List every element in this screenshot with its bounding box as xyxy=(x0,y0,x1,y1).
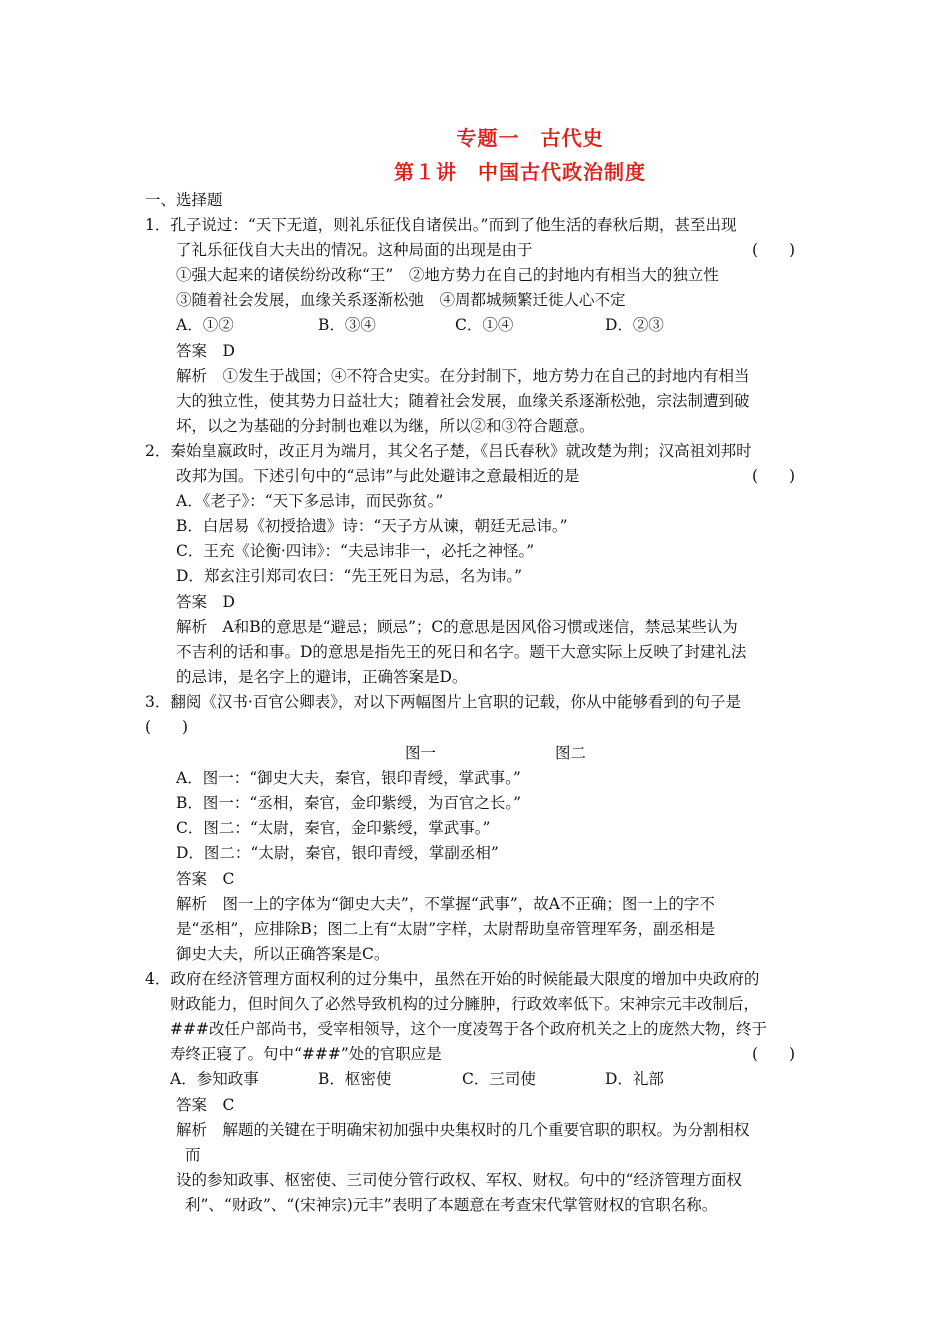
q3-answer-blank: ( ) xyxy=(145,718,189,736)
q2-option-b: B．白居易《初授拾遗》诗：“天子方从谏，朝廷无忌讳。” xyxy=(176,517,568,535)
q2-line-2: 改邦为国。下述引句中的“忌讳”与此处避讳之意最相近的是 xyxy=(176,467,580,485)
q4-line-3: ###改任户部尚书，受宰相领导，这个一度凌驾于各个政府机关之上的庞然大物，终于 xyxy=(170,1020,767,1038)
q2-analysis-3: 的忌讳，是名字上的避讳，正确答案是D。 xyxy=(176,668,468,686)
q1-answer: 答案 D xyxy=(176,342,235,360)
q2-option-a: A．《老子》：“天下多忌讳，而民弥贫。” xyxy=(176,492,444,510)
q1-option-b: B．③④ xyxy=(318,316,376,334)
q1-option-a: A．①② xyxy=(176,316,234,334)
q1-option-c: C．①④ xyxy=(455,316,514,334)
q2-option-d: D．郑玄注引郑司农曰：“先王死日为忌，名为讳。” xyxy=(176,567,523,585)
q1-analysis-1: 解析 ①发生于战国；④不符合史实。在分封制下，地方势力在自己的封地内有相当 xyxy=(176,367,750,385)
q4-analysis-2: 设的参知政事、枢密使、三司使分管行政权、军权、财权。句中的“经济管理方面权 xyxy=(176,1171,742,1189)
q4-answer-blank: ( ) xyxy=(752,1045,796,1063)
q1-line-1: 1．孔子说过：“天下无道，则礼乐征伐自诸侯出。”而到了他生活的春秋后期，甚至出现 xyxy=(145,216,737,234)
q4-analysis-1-wrap: 而 xyxy=(185,1146,201,1164)
q4-analysis-1: 解析 解题的关键在于明确宋初加强中央集权时的几个重要官职的职权。为分割相权 xyxy=(176,1121,750,1139)
q3-option-a: A．图一：“御史大夫，秦官，银印青绶，掌武事。” xyxy=(176,769,521,787)
q4-option-c: C．三司使 xyxy=(462,1070,536,1088)
sub-title: 第１讲 中国古代政治制度 xyxy=(394,160,646,184)
q3-option-c: C．图二：“太尉，秦官，金印紫绶，掌武事。” xyxy=(176,819,491,837)
main-title: 专题一 古代史 xyxy=(456,126,604,150)
q4-answer: 答案 C xyxy=(176,1096,235,1114)
q3-analysis-1: 解析 图一上的字体为“御史大夫”，不掌握“武事”，故A不正确；图一上的字不 xyxy=(176,895,715,913)
q1-analysis-2: 大的独立性，使其势力日益壮大；随着社会发展，血缘关系逐渐松弛，宗法制遭到破 xyxy=(176,392,750,410)
q2-analysis-2: 不吉利的话和事。D的意思是指先王的死日和名字。题干大意实际上反映了封建礼法 xyxy=(176,643,747,661)
q1-answer-blank: ( ) xyxy=(752,241,796,259)
q3-option-b: B．图一：“丞相，秦官，金印紫绶，为百官之长。” xyxy=(176,794,521,812)
q4-line-1: 4．政府在经济管理方面权利的过分集中，虽然在开始的时候能最大限度的增加中央政府的 xyxy=(145,970,760,988)
q3-option-d: D．图二：“太尉，秦官，银印青绶，掌副丞相” xyxy=(176,844,499,862)
section-heading: 一、选择题 xyxy=(145,191,223,209)
q4-option-b: B．枢密使 xyxy=(318,1070,392,1088)
q3-answer: 答案 C xyxy=(176,870,235,888)
q2-analysis-1: 解析 A和B的意思是“避忌；顾忌”；C的意思是因风俗习惯或迷信，禁忌某些认为 xyxy=(176,618,738,636)
q4-line-4: 寿终正寝了。句中“###”处的官职应是 xyxy=(170,1045,442,1063)
q3-analysis-2: 是“丞相”，应排除B；图二上有“太尉”字样，太尉帮助皇帝管理军务，副丞相是 xyxy=(176,920,716,938)
q3-figure-2-caption: 图二 xyxy=(555,744,587,762)
q2-line-1: 2．秦始皇嬴政时，改正月为端月，其父名子楚，《吕氏春秋》就改楚为荆；汉高祖刘邦时 xyxy=(145,442,752,460)
q2-answer-blank: ( ) xyxy=(752,467,796,485)
q1-statement-1-2: ①强大起来的诸侯纷纷改称“王” ②地方势力在自己的封地内有相当大的独立性 xyxy=(176,266,719,284)
q4-line-2: 财政能力，但时间久了必然导致机构的过分臃肿，行政效率低下。宋神宗元丰改制后， xyxy=(170,995,760,1013)
q3-figure-1-caption: 图一 xyxy=(405,744,437,762)
q4-option-a: A．参知政事 xyxy=(170,1070,259,1088)
q3-line-1: 3．翻阅《汉书·百官公卿表》，对以下两幅图片上官职的记载，你从中能够看到的句子是 xyxy=(145,693,742,711)
q1-line-2: 了礼乐征伐自大夫出的情况。这种局面的出现是由于 xyxy=(176,241,533,259)
q3-analysis-3: 御史大夫，所以正确答案是C。 xyxy=(176,945,390,963)
q1-option-d: D．②③ xyxy=(605,316,664,334)
q1-statement-3-4: ③随着社会发展，血缘关系逐渐松弛 ④周都城频繁迁徙人心不定 xyxy=(176,291,626,309)
q2-option-c: C．王充《论衡·四讳》：“夫忌讳非一，必托之神怪。” xyxy=(176,542,535,560)
q4-option-d: D．礼部 xyxy=(605,1070,664,1088)
q2-answer: 答案 D xyxy=(176,593,235,611)
q4-analysis-3: 利”、“财政”、“(宋神宗)元丰”表明了本题意在考查宋代掌管财权的官职名称。 xyxy=(185,1196,718,1214)
q1-analysis-3: 坏，以之为基础的分封制也难以为继，所以②和③符合题意。 xyxy=(176,417,595,435)
